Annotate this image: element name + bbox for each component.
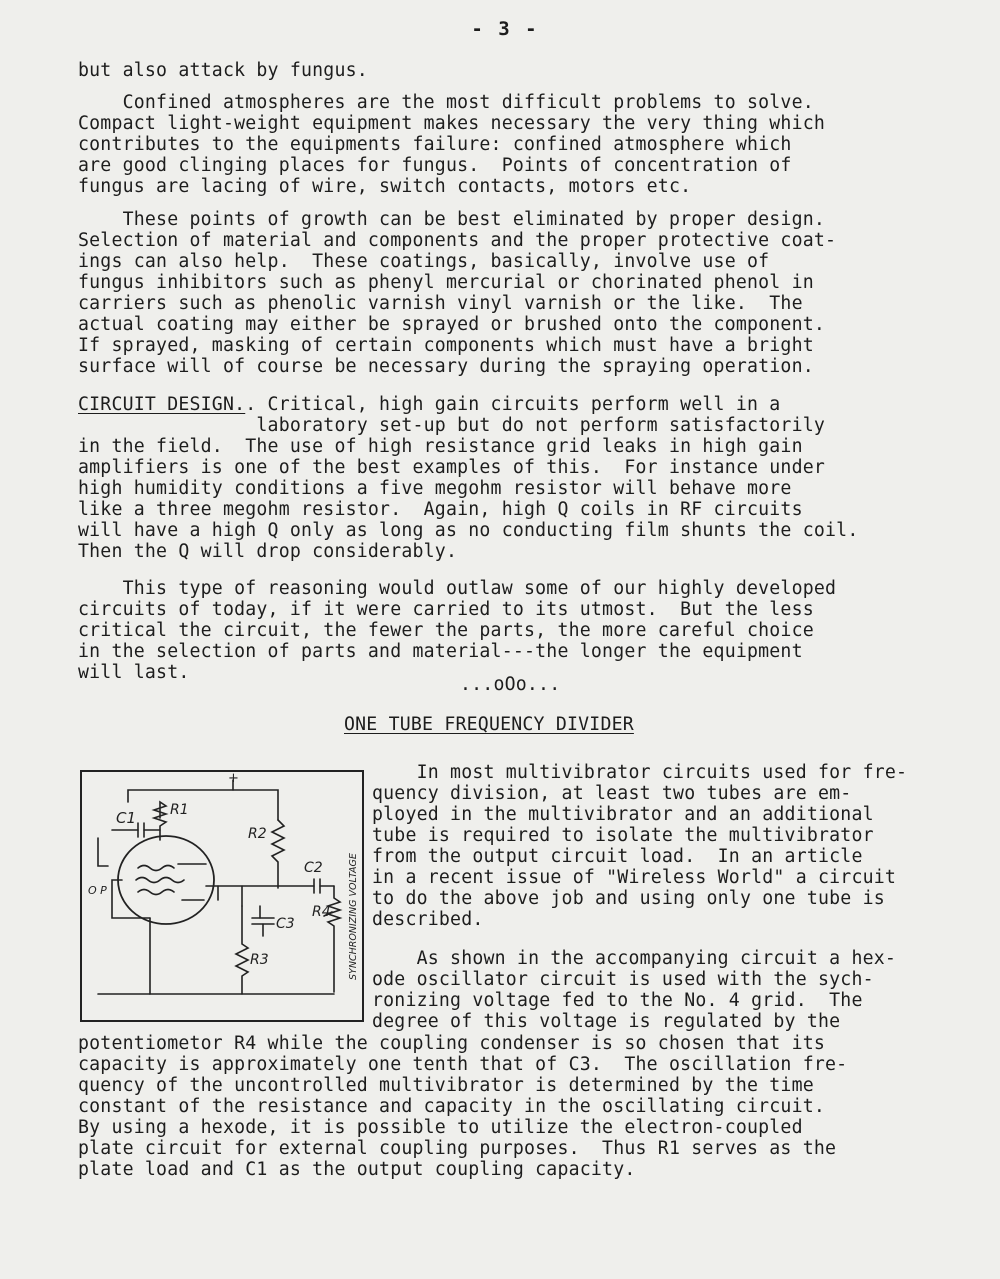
text-fragment: . Critical, high gain circuits perform well in a (245, 394, 781, 415)
section-separator: ...oOo... (460, 674, 561, 695)
text-line: quency of the uncontrolled multivibrator is determined by the time (78, 1075, 814, 1096)
label-r1: R1 (170, 802, 189, 818)
circuit-schematic (78, 768, 366, 1024)
label-plus: + (228, 771, 239, 786)
text-line: will have a high Q only as long as no conducting film shunts the coil. (78, 520, 859, 541)
text-line: amplifiers is one of the best examples of this. For instance under (78, 457, 826, 478)
text-line: actual coating may either be sprayed or brushed onto the component. (78, 314, 826, 335)
text-line: circuits of today, if it were carried to its utmost. But the less (78, 599, 814, 620)
label-c3: C3 (276, 916, 295, 932)
text-line: laboratory set-up but do not perform satisfactorily (78, 415, 826, 436)
text-line: constant of the resistance and capacity in the oscillating circuit. (78, 1096, 826, 1117)
label-output: O P (88, 884, 107, 897)
text-line: Then the Q will drop considerably. (78, 541, 458, 562)
text-line: These points of growth can be best eliminated by proper design. (78, 209, 826, 230)
label-sync-voltage: SYNCHRONIZING VOLTAGE (348, 853, 359, 980)
circuit-design-heading: CIRCUIT DESIGN. (78, 394, 246, 415)
text-line: Confined atmospheres are the most difficult problems to solve. (78, 92, 814, 113)
text-line: quency division, at least two tubes are em- (372, 783, 852, 804)
text-line: Compact light-weight equipment makes necessary the very thing which (78, 113, 826, 134)
text-line: This type of reasoning would outlaw some of our highly developed (78, 578, 837, 599)
text-line: to do the above job and using only one tube is (372, 888, 885, 909)
text-line: contributes to the equipments failure: confined atmosphere which (78, 134, 792, 155)
text-line: tube is required to isolate the multivibrator (372, 825, 874, 846)
text-line: critical the circuit, the fewer the parts, the more careful choice (78, 620, 814, 641)
text-line: degree of this voltage is regulated by the (372, 1011, 841, 1032)
text-line: will last. (78, 662, 190, 683)
label-r4: R4 (312, 904, 331, 920)
text-line: ode oscillator circuit is used with the sych- (372, 969, 874, 990)
text-line: carriers such as phenolic varnish vinyl varnish or the like. The (78, 293, 803, 314)
text-line: in a recent issue of "Wireless World" a circuit (372, 867, 897, 888)
text-line: surface will of course be necessary during the spraying operation. (78, 356, 814, 377)
text-line: ronizing voltage fed to the No. 4 grid. The (372, 990, 863, 1011)
page-number: - 3 - (471, 18, 539, 40)
circuit-diagram (78, 768, 366, 1024)
text-line: potentiometor R4 while the coupling condenser is so chosen that its (78, 1033, 826, 1054)
text-line: capacity is approximately one tenth that of C3. The oscillation fre- (78, 1054, 848, 1075)
text-line: plate circuit for external coupling purposes. Thus R1 serves as the (78, 1138, 837, 1159)
text-line: are good clinging places for fungus. Points of concentration of (78, 155, 792, 176)
label-r2: R2 (248, 826, 267, 842)
text-line: By using a hexode, it is possible to utilize the electron-coupled (78, 1117, 803, 1138)
text-line: in the selection of parts and material---the longer the equipment (78, 641, 803, 662)
text-line: described. (372, 909, 484, 930)
label-c2: C2 (304, 860, 323, 876)
text-line: ings can also help. These coatings, basically, involve use of (78, 251, 770, 272)
section-title: ONE TUBE FREQUENCY DIVIDER (344, 714, 634, 735)
text-line: ployed in the multivibrator and an additional (372, 804, 874, 825)
text-line: from the output circuit load. In an article (372, 846, 863, 867)
text-line: In most multivibrator circuits used for fre- (372, 762, 908, 783)
circuit-design-first-line (78, 394, 780, 415)
text-line: plate load and C1 as the output coupling capacity. (78, 1159, 636, 1180)
text-line: As shown in the accompanying circuit a hex- (372, 948, 897, 969)
text-line: high humidity conditions a five megohm resistor will behave more (78, 478, 792, 499)
text-line: fungus inhibitors such as phenyl mercurial or chorinated phenol in (78, 272, 814, 293)
intro-line: but also attack by fungus. (78, 60, 368, 81)
label-r3: R3 (250, 952, 269, 968)
text-line: like a three megohm resistor. Again, high Q coils in RF circuits (78, 499, 803, 520)
text-line: Selection of material and components and the proper protective coat- (78, 230, 837, 251)
label-c1: C1 (116, 809, 137, 827)
text-line: in the field. The use of high resistance grid leaks in high gain (78, 436, 803, 457)
text-line: fungus are lacing of wire, switch contacts, motors etc. (78, 176, 692, 197)
text-line: If sprayed, masking of certain components which must have a bright (78, 335, 814, 356)
